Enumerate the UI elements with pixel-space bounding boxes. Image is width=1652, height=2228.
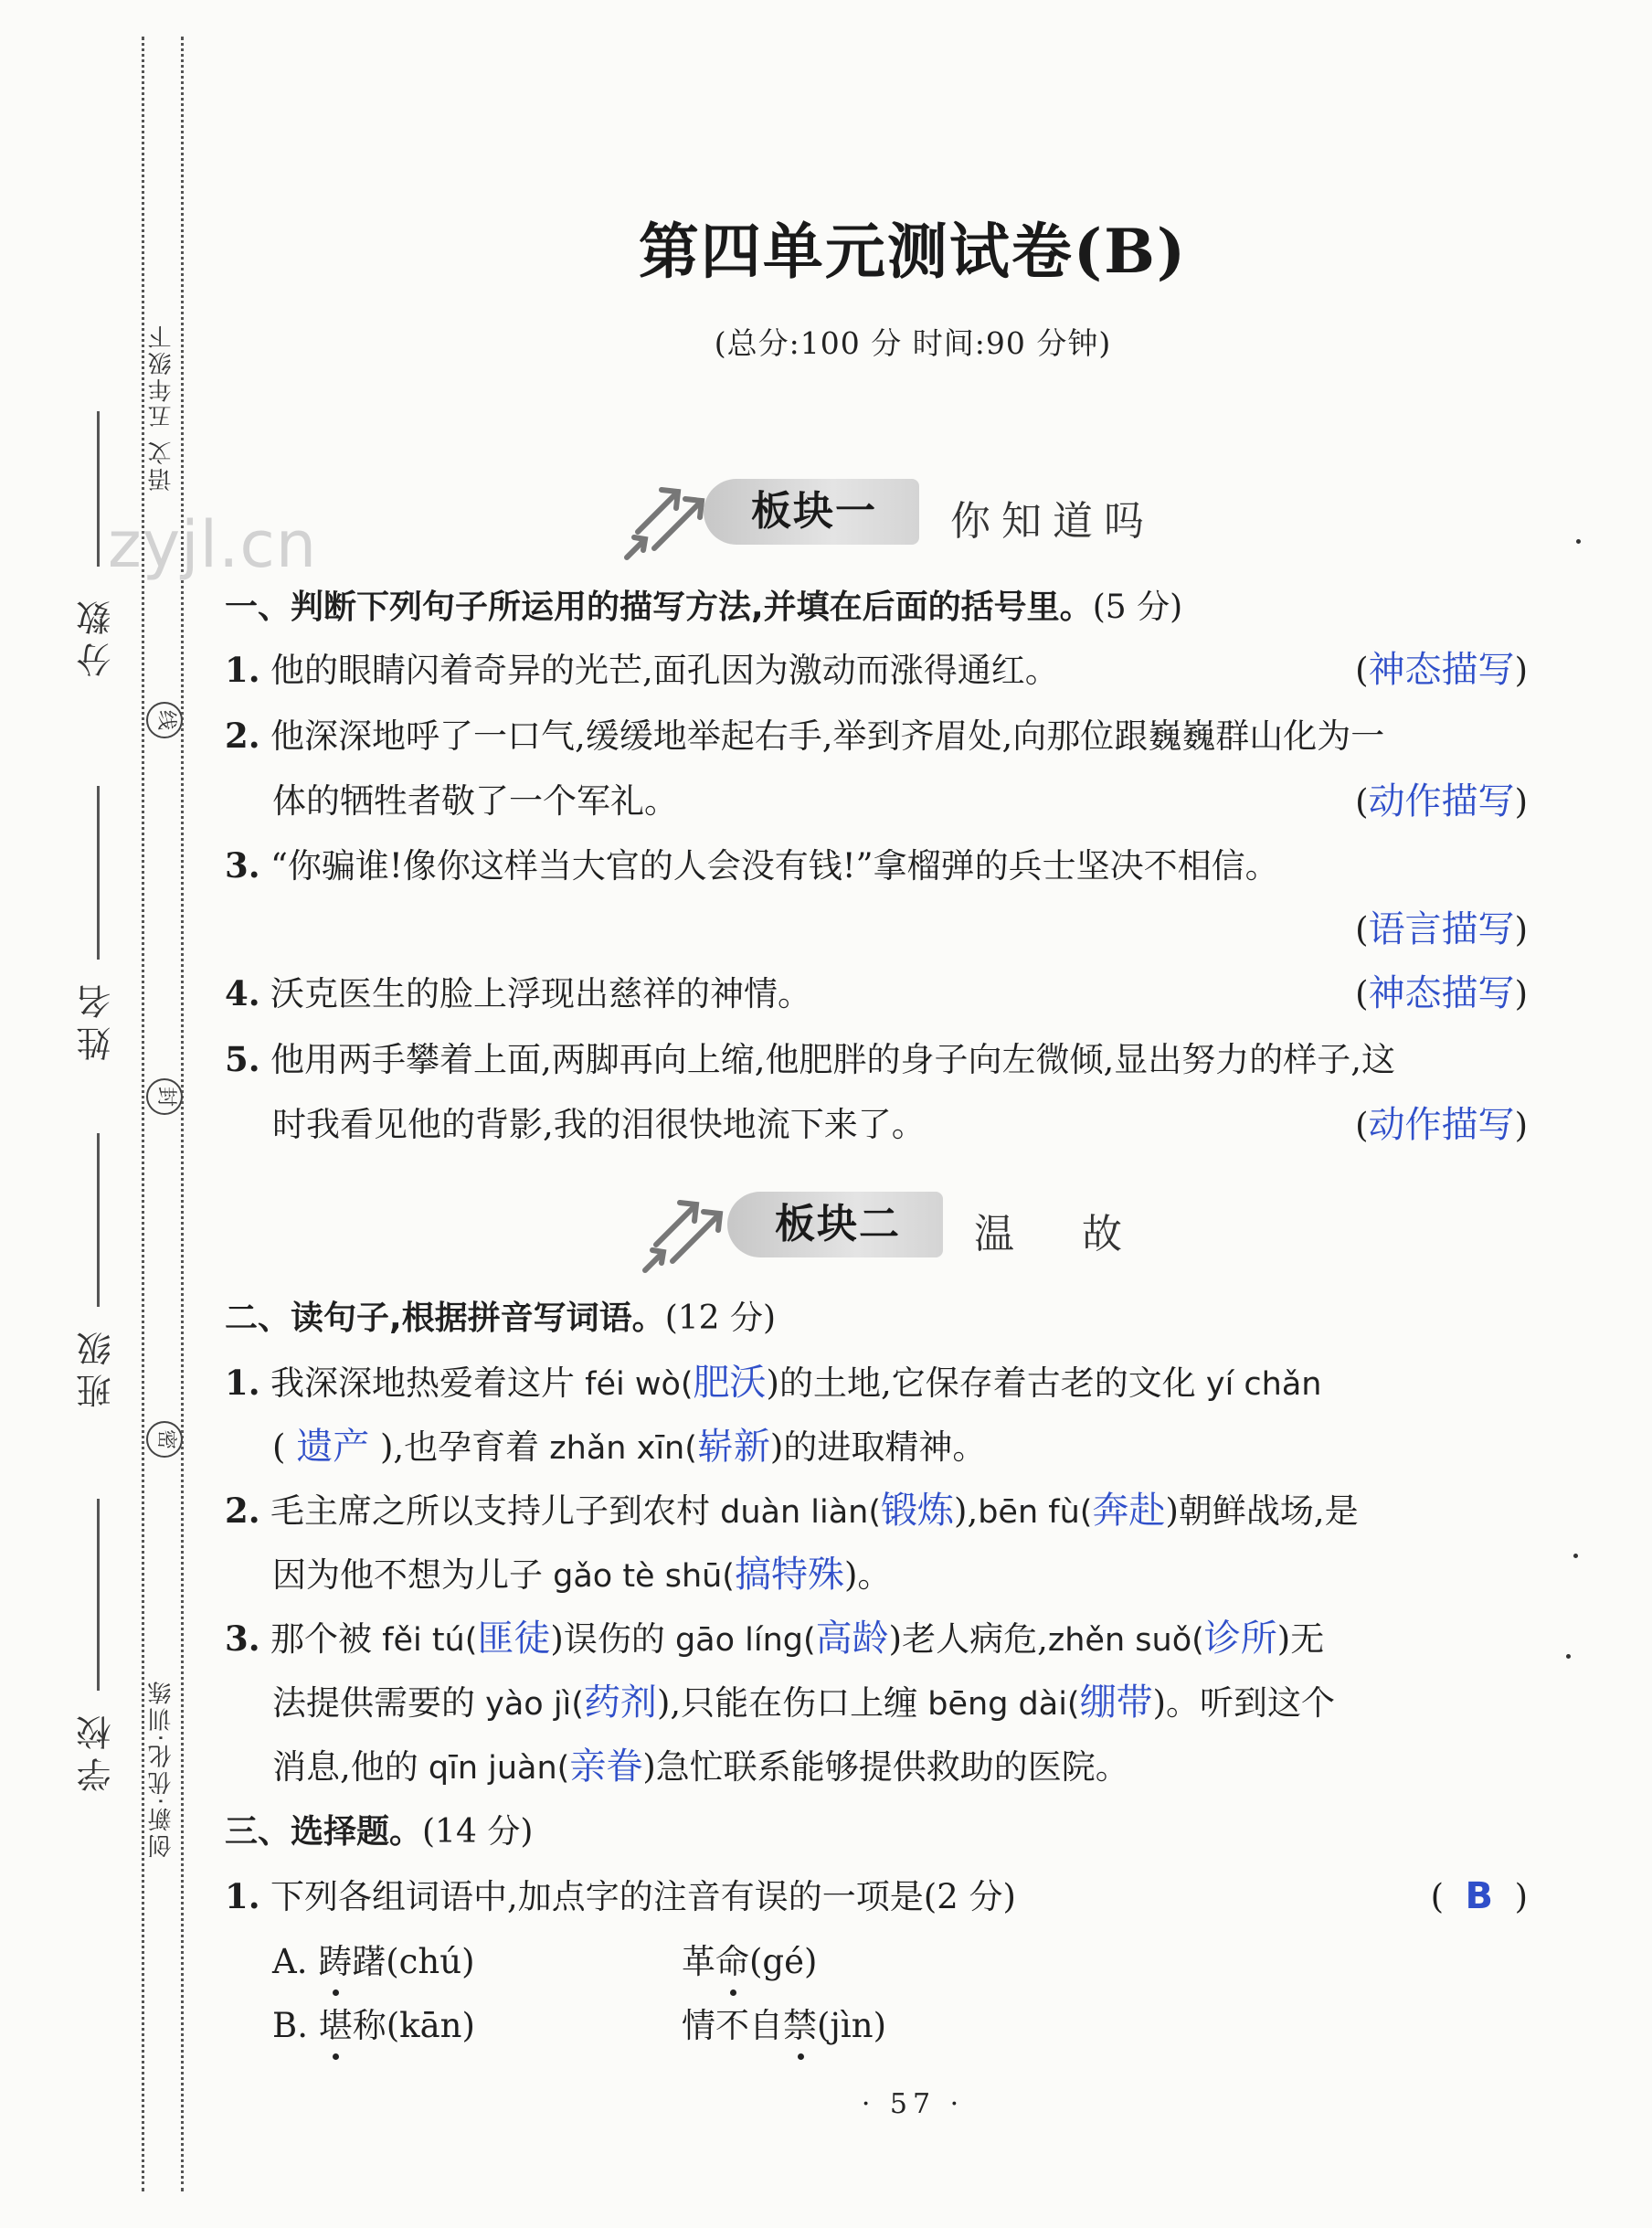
option-b-word2-dotted: 禁 <box>783 2003 817 2049</box>
q2-2-text-d: 因为他不想为儿子 <box>272 1555 543 1595</box>
q2-2-text-c: )朝鲜战场,是 <box>1165 1491 1359 1531</box>
q1-2-answer-box[interactable]: (动作描写) <box>1355 780 1528 822</box>
q2-3-answer-5[interactable]: 绷带 <box>1079 1682 1153 1724</box>
q3-1-bracket-open: ( <box>1430 1877 1444 1916</box>
q1-4-answer-box[interactable]: (神态描写) <box>1355 972 1528 1014</box>
option-a-word1-post: 躇(chú) <box>352 1942 475 1981</box>
q3-1-bracket-close: ) <box>1514 1877 1528 1916</box>
q1-5-answer: 动作描写 <box>1368 1104 1515 1146</box>
q2-3-text-b: )误伤的 <box>550 1619 665 1659</box>
q2-3-answer-1[interactable]: 匪徒 <box>477 1618 551 1660</box>
q1-1-answer-box[interactable]: (神态描写) <box>1355 649 1528 691</box>
q3-1-num: 1. <box>225 1876 260 1916</box>
q2-1-pinyin-1: féi wò( <box>575 1366 694 1403</box>
option-a-word2-post: (gé) <box>749 1942 818 1981</box>
option-b-label: B. <box>272 2006 308 2045</box>
q2-3-text-h: 消息,他的 <box>272 1747 418 1787</box>
q2-3-pinyin-2: gāo líng( <box>664 1622 816 1659</box>
option-a-word2-dotted: 命 <box>715 1939 749 1985</box>
q1-3 <box>225 843 1528 889</box>
q2-3-answer-4[interactable]: 药剂 <box>583 1682 657 1724</box>
q1-1-text: 他的眼睛闪着奇异的光芒,面孔因为激动而涨得通红。 <box>270 651 1059 690</box>
option-a-word2 <box>682 1939 817 1985</box>
series-slogan: 创新·优化·训练 <box>148 1678 175 1859</box>
q1-5-num: 5. <box>225 1039 260 1079</box>
section-one-tag: 你知道吗 <box>950 498 1155 545</box>
q2-3 <box>225 1616 1528 1663</box>
q3-1-answer: B <box>1465 1875 1494 1917</box>
score-time-info: (总分:100 分 时间:90 分钟) <box>714 325 1112 361</box>
q1-5-text-cont: 时我看见他的背影,我的泪很快地流下来了。 <box>272 1105 926 1144</box>
q1-1-answer: 神态描写 <box>1368 649 1515 691</box>
q2-3-answer-6[interactable]: 亲眷 <box>569 1745 643 1788</box>
q2-3-text-d: )无 <box>1276 1619 1325 1659</box>
page-title: 第四单元测试卷(B) <box>638 216 1188 287</box>
section-three-points: (14 分) <box>422 1813 534 1851</box>
section-one-heading <box>225 585 1528 631</box>
q2-3-text-a: 那个被 <box>270 1619 372 1659</box>
q2-2-cont <box>225 1552 1528 1599</box>
seal-seal-char: 封 <box>146 1078 183 1115</box>
q2-3-text-e: 法提供需要的 <box>272 1683 475 1723</box>
score-label: 分数 <box>77 593 117 677</box>
q2-3-text-f: ),只能在伤口上缠 <box>656 1683 918 1723</box>
section-three-heading-text: 三、选择题。 <box>225 1813 423 1851</box>
q1-3-answer-box[interactable]: (语言描写) <box>1355 908 1528 950</box>
q2-1-answer-3[interactable]: 崭新 <box>696 1426 770 1468</box>
q2-2-pinyin-1: duàn liàn( <box>710 1494 882 1531</box>
option-b-word1-dotted: 堪 <box>319 2003 353 2049</box>
q2-1-text-e: )的进取精神。 <box>769 1427 987 1467</box>
section-one-points: (5 分) <box>1092 589 1183 626</box>
q2-1-answer-2[interactable]: 遗产 <box>296 1426 370 1468</box>
q2-1-pinyin-2: yí chǎn <box>1195 1366 1322 1403</box>
arrows-icon <box>640 1168 726 1278</box>
q2-1-text-a: 我深深地热爱着这片 <box>270 1363 575 1403</box>
q2-3-answer-3[interactable]: 诊所 <box>1203 1618 1277 1660</box>
score-blank-line <box>97 411 100 567</box>
school-blank-line <box>97 1499 100 1691</box>
q1-4-answer: 神态描写 <box>1368 972 1515 1014</box>
q2-2-pinyin-3: gǎo tè shū( <box>543 1558 735 1595</box>
q1-5 <box>225 1036 1528 1083</box>
q1-3-answer: 语言描写 <box>1368 908 1515 950</box>
q2-1-cont <box>225 1424 1528 1471</box>
q2-2-text-e: )。 <box>843 1555 892 1595</box>
q2-2-num: 2. <box>225 1491 260 1531</box>
section-one-banner <box>621 455 1206 565</box>
option-b-word2-post: (jìn) <box>817 2006 887 2045</box>
subject-grade-label: 语文 五年级下 <box>148 322 175 492</box>
q3-1-answer-box[interactable] <box>1431 1873 1528 1920</box>
q2-1-text-b: )的土地,它保存着古老的文化 <box>766 1363 1196 1403</box>
q1-4-text: 沃克医生的脸上浮现出慈祥的神情。 <box>270 974 811 1013</box>
q3-1-option-b[interactable] <box>225 2003 1528 2049</box>
q2-2-answer-2[interactable]: 奔赴 <box>1092 1490 1166 1532</box>
q1-5-text: 他用两手攀着上面,两脚再向上缩,他肥胖的身子向左微倾,显出努力的样子,这 <box>270 1040 1396 1079</box>
q2-3-pinyin-3: zhěn suǒ( <box>1047 1622 1204 1659</box>
q2-2-answer-3[interactable]: 搞特殊 <box>734 1554 844 1596</box>
q2-2-answer-1[interactable]: 锻炼 <box>881 1490 955 1532</box>
seal-secret-char: 密 <box>146 1421 183 1458</box>
q1-4-num: 4. <box>225 973 260 1013</box>
q2-3-pinyin-1: fěi tú( <box>372 1622 478 1659</box>
q1-1-num: 1. <box>225 650 260 690</box>
q2-3-text-c: )老人病危, <box>888 1619 1048 1659</box>
section-one-heading-text: 一、判断下列句子所运用的描写方法,并填在后面的括号里。 <box>225 589 1093 626</box>
q2-1-text-d: ),也孕育着 <box>369 1427 540 1467</box>
class-label: 班级 <box>77 1324 117 1408</box>
q1-5-answer-box[interactable]: (动作描写) <box>1355 1104 1528 1146</box>
scan-speck <box>1576 539 1581 544</box>
name-label: 姓名 <box>77 977 117 1061</box>
q1-2-answer: 动作描写 <box>1368 780 1515 822</box>
q2-3-pinyin-6: qīn juàn( <box>418 1750 570 1787</box>
q3-1-option-a[interactable] <box>225 1939 1528 1985</box>
section-one-label: 板块一 <box>704 479 919 545</box>
q1-2 <box>225 713 1528 759</box>
option-a-word2-pre: 革 <box>682 1942 715 1981</box>
q2-1-pinyin-3: zhǎn xīn( <box>539 1430 697 1467</box>
q1-2-text-cont: 体的牺牲者敬了一个军礼。 <box>272 781 678 821</box>
q1-1 <box>225 647 1528 694</box>
q1-2-cont <box>225 779 1528 824</box>
class-blank-line <box>97 1133 100 1307</box>
q2-1-text-c: ( <box>272 1427 297 1467</box>
q2-1 <box>225 1360 1528 1407</box>
q2-2 <box>225 1488 1528 1535</box>
option-a-label: A. <box>272 1942 308 1981</box>
q3-1-text: 下列各组词语中,加点字的注音有误的一项是(2 分) <box>270 1877 1016 1916</box>
watermark-logo: zyjl.cn <box>108 507 318 582</box>
scan-speck <box>1566 1654 1571 1659</box>
q2-1-answer-1[interactable]: 肥沃 <box>693 1362 767 1404</box>
school-label: 学校 <box>77 1708 117 1792</box>
q2-1-num: 1. <box>225 1363 260 1403</box>
q3-1 <box>225 1873 1528 1920</box>
page-number: · 57 · <box>861 2088 965 2120</box>
q2-3-pinyin-5: bēng dài( <box>917 1686 1080 1723</box>
section-three-heading <box>225 1809 1528 1855</box>
option-b-word2-pre: 情不自 <box>682 2006 783 2045</box>
q2-3-text-i: )急忙联系能够提供救助的医院。 <box>642 1747 1129 1787</box>
name-blank-line <box>97 786 100 960</box>
q1-5-cont <box>225 1102 1528 1148</box>
q1-3-num: 3. <box>225 845 260 886</box>
q2-3-text-g: )。听到这个 <box>1152 1683 1336 1723</box>
seal-line-char: 线 <box>146 702 183 738</box>
section-two-banner <box>640 1168 1206 1278</box>
q1-3-text: “你骗谁!像你这样当大官的人会没有钱!”拿榴弹的兵士坚决不相信。 <box>270 846 1279 886</box>
q1-2-num: 2. <box>225 716 260 756</box>
q2-3-answer-2[interactable]: 高龄 <box>815 1618 889 1660</box>
section-two-heading <box>225 1296 1528 1342</box>
arrows-icon <box>621 455 708 565</box>
option-b-word2 <box>682 2003 886 2049</box>
section-two-tag: 温 故 <box>974 1211 1149 1257</box>
option-a-word1-dotted: 踌 <box>318 1939 352 1985</box>
scan-speck <box>1573 1554 1578 1558</box>
option-b-word1-post: 称(kān) <box>352 2006 475 2045</box>
q2-2-pinyin-2: bēn fù( <box>978 1494 1093 1531</box>
q2-3-cont <box>225 1680 1528 1727</box>
section-two-label: 板块二 <box>727 1192 943 1257</box>
q2-3-cont2 <box>225 1744 1528 1791</box>
section-two-points: (12 分) <box>664 1300 777 1337</box>
q2-3-pinyin-4: yào jì( <box>475 1686 584 1723</box>
q2-3-num: 3. <box>225 1618 260 1659</box>
section-two-heading-text: 二、读句子,根据拼音写词语。 <box>225 1300 665 1337</box>
q2-2-text-b: ), <box>954 1491 979 1531</box>
q1-2-text: 他深深地呼了一口气,缓缓地举起右手,举到齐眉处,向那位跟巍巍群山化为一 <box>270 716 1385 756</box>
q1-4 <box>225 971 1528 1017</box>
q2-2-text-a: 毛主席之所以支持儿子到农村 <box>270 1491 710 1531</box>
